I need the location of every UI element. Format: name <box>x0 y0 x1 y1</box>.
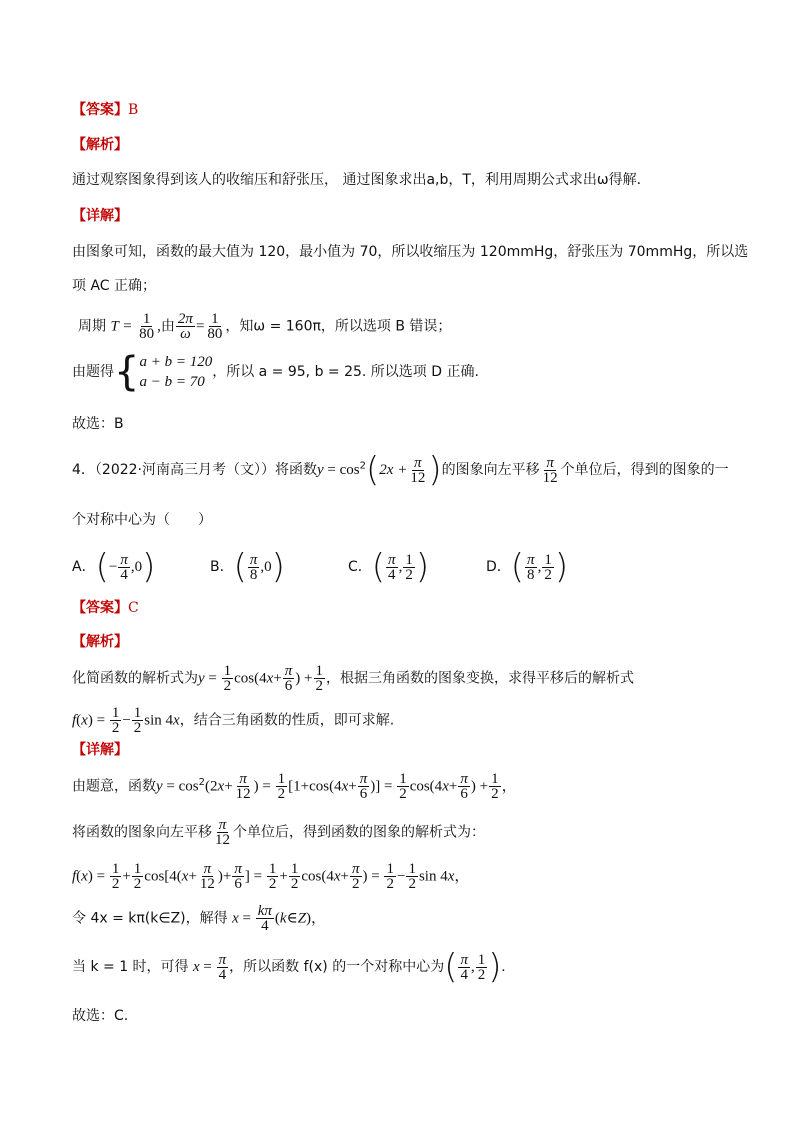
choice-text: 故选：B <box>72 416 124 432</box>
question-stem-line2: 个对称中心为（ ） <box>72 512 212 528</box>
detail-line: 由图象可知，函数的最大值为 120，最小值为 70，所以收缩压为 120mmHg，舒张压为 70mmHg，所以选 <box>72 244 749 260</box>
detail-label: 【详解】 <box>72 208 128 224</box>
detail-line4: 令 4x = kπ(k∈Z)，解得 x = $\frac{k\pi}{4}$ (k∈Z)， <box>72 903 327 934</box>
detail-line3: f(x) = $\frac{1}{2}$ + $\frac{1}{2}$ cos[4(x+ $\frac{\pi}{12}$ )+ $\frac{\pi}{6}$ ] = $\frac{1}{2}$ + $\frac{1}{2}$ cos(4x+ $\frac{\pi}{2}$ ) = $\frac{1}{2}$ − $\frac{1}{2}$ sin 4x， <box>72 861 470 892</box>
detail-line5: 当 k = 1 时，可得 x = $\frac{\pi}{4}$ ，所以函数 f(x) 的一个对称中心为( $\frac{\pi}{4}$ , $\frac{1}{2}$ ). <box>72 947 506 987</box>
detail-label: 【详解】 <box>72 742 128 758</box>
answer-label: 【答案】C <box>72 600 139 616</box>
answer-label: 【答案】B <box>72 102 139 118</box>
choice-text: 故选：C. <box>72 1008 129 1024</box>
option-d[interactable]: D．( $\frac{\pi}{8}$ , $\frac{1}{2}$ ) <box>486 547 569 587</box>
option-b[interactable]: B．( $\frac{\pi}{8}$ ,0) <box>210 547 285 587</box>
detail-line2: 将函数的图象向左平移 $\frac{\pi}{12}$ 个单位后，得到函数的图象的解析式为： <box>72 817 485 848</box>
period-line: 周期 T = $\frac{1}{80}$ ,由 $\frac{2\pi}{\omega}$ = $\frac{1}{80}$ ，知ω = 160π，所以选项 B 错误； <box>78 311 452 342</box>
option-a[interactable]: A．(− $\frac{\pi}{4}$ ,0) <box>72 547 156 587</box>
analysis-label: 【解析】 <box>72 137 128 153</box>
analysis-text: 通过观察图象得到该人的收缩压和舒张压， 通过图象求出a,b，T，利用周期公式求出ω得解． <box>72 172 651 188</box>
option-c[interactable]: C．( $\frac{\pi}{4}$ , $\frac{1}{2}$ ) <box>348 547 430 587</box>
options-row <box>72 547 732 587</box>
analysis-line1: 化简函数的解析式为y = $\frac{1}{2}$ cos(4x+ $\frac{\pi}{6}$ ) + $\frac{1}{2}$ ，根据三角函数的图象变换，求得平移后的解析式 <box>72 663 635 694</box>
detail-line: 项 AC 正确； <box>72 278 157 294</box>
question-stem: 4．（2022·河南高三月考（文））将函数$y = \cos^2(2x$ + $\frac{\pi}{12}$ )的图象向左平移 $\frac{\pi}{12}$ 个单位后，得到的图象的一 <box>72 450 729 490</box>
system-line: 由题得{ a + b = 120 a − b = 70 ，所以 a = 95, b = 25. 所以选项 D 正确. <box>72 349 479 395</box>
analysis-line2: f(x) = $\frac{1}{2}$ − $\frac{1}{2}$ sin 4x，结合三角函数的性质，即可求解. <box>72 705 395 736</box>
analysis-label: 【解析】 <box>72 634 128 650</box>
detail-line1: 由题意，函数$y = \cos^2(2x+$ $\frac{\pi}{12}$ ) = $\frac{1}{2}$ [1+cos(4x+ $\frac{\pi}{6}$ )] = $\frac{1}{2}$ cos(4x+ $\frac{\pi}{6}$ ) + $\frac{1}{2}$ ， <box>72 771 517 802</box>
